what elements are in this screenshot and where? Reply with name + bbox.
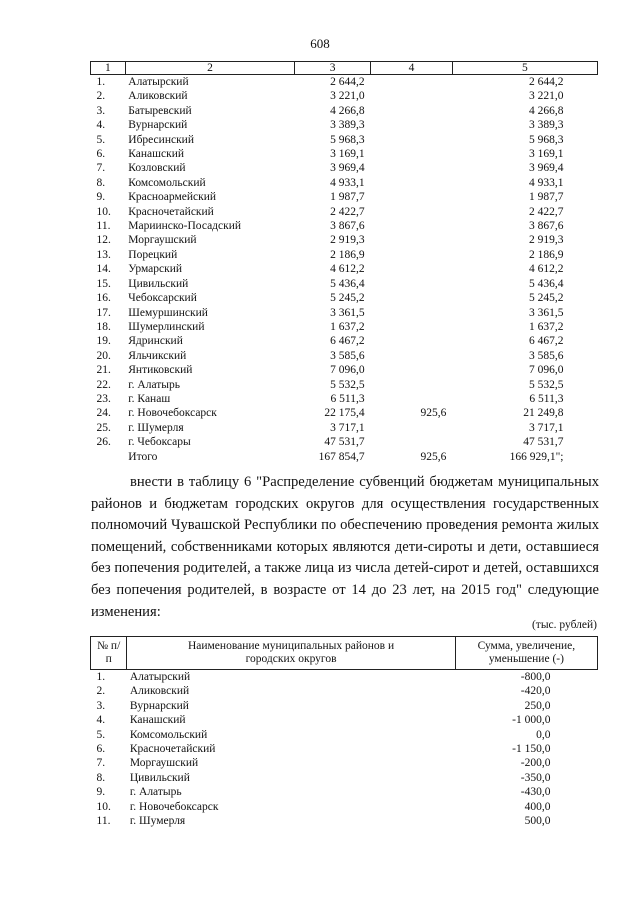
table-row bbox=[91, 363, 598, 377]
table-cell bbox=[371, 219, 453, 233]
table-row bbox=[91, 435, 598, 449]
table-cell bbox=[91, 450, 126, 464]
table-cell: 20. bbox=[96, 349, 111, 362]
table-cell: 5 532,5 bbox=[529, 378, 564, 391]
table-cell: 5 532,5 bbox=[330, 378, 365, 391]
table-cell: 3 585,6 bbox=[529, 349, 564, 362]
table-cell: Вурнарский bbox=[128, 119, 188, 132]
table-cell: 0,0 bbox=[536, 728, 551, 741]
table-cell: 4. bbox=[96, 119, 106, 132]
subsidy-table-1 bbox=[90, 61, 598, 464]
table-cell: 5. bbox=[96, 133, 106, 146]
table-row bbox=[91, 176, 598, 190]
table-cell: 2. bbox=[96, 685, 106, 698]
table-cell: 24. bbox=[96, 407, 111, 420]
table-row bbox=[91, 742, 598, 756]
table-row bbox=[91, 684, 598, 698]
table-row bbox=[91, 406, 598, 420]
header-col-2: 2 bbox=[125, 62, 294, 75]
table-cell: 5 245,2 bbox=[529, 292, 564, 305]
table-cell bbox=[371, 349, 453, 363]
table-cell: 25. bbox=[96, 421, 111, 434]
table-cell: 6 511,3 bbox=[330, 392, 365, 405]
table-cell bbox=[371, 334, 453, 348]
table-cell: 1 987,7 bbox=[330, 191, 365, 204]
table-cell: Ибресинский bbox=[128, 133, 194, 146]
table-cell: -350,0 bbox=[520, 771, 551, 784]
table-cell: 19. bbox=[96, 335, 111, 348]
table-cell: 11. bbox=[96, 815, 111, 828]
table-cell: Канашский bbox=[128, 148, 185, 161]
table-cell: 11. bbox=[96, 220, 111, 233]
table-cell: 47 531,7 bbox=[324, 436, 365, 449]
table-row bbox=[91, 334, 598, 348]
table-cell: Урмарский bbox=[128, 263, 183, 276]
table-cell: Яльчикский bbox=[128, 349, 187, 362]
table-cell bbox=[371, 262, 453, 276]
table-cell: Янтиковский bbox=[128, 364, 193, 377]
table-cell bbox=[371, 176, 453, 190]
table-cell: 7. bbox=[96, 162, 106, 175]
table-cell: 3 969,4 bbox=[330, 162, 365, 175]
table2-body bbox=[91, 670, 598, 829]
table-cell: г. Шумерля bbox=[128, 421, 184, 434]
table-cell: 3. bbox=[96, 104, 106, 117]
header-name: Наименование муниципальных районов и городских округов bbox=[127, 637, 455, 670]
table-cell: -200,0 bbox=[520, 757, 551, 770]
table-cell: Комсомольский bbox=[128, 176, 206, 189]
table-cell: 4 266,8 bbox=[529, 104, 564, 117]
table-cell: 10. bbox=[96, 205, 111, 218]
table-cell bbox=[371, 320, 453, 334]
table-cell: 2 186,9 bbox=[529, 248, 564, 261]
table-cell: Алатырский bbox=[129, 671, 191, 683]
table-cell: 9. bbox=[96, 786, 106, 799]
table-row bbox=[91, 75, 598, 90]
table-cell: 2 644,2 bbox=[529, 76, 564, 88]
table-row bbox=[91, 785, 598, 799]
table-cell: Цивильский bbox=[128, 277, 189, 290]
table-cell: 3 969,4 bbox=[529, 162, 564, 175]
table-cell: Аликовский bbox=[129, 685, 190, 698]
table-cell bbox=[371, 363, 453, 377]
table-row bbox=[91, 104, 598, 118]
table-cell bbox=[371, 75, 453, 90]
table-cell: Комсомольский bbox=[129, 728, 208, 741]
table-cell: г. Алатырь bbox=[129, 786, 182, 799]
table-cell: 5 245,2 bbox=[330, 292, 365, 305]
table-cell: 8. bbox=[96, 176, 106, 189]
table-row bbox=[91, 190, 598, 204]
table-cell: Красночетайский bbox=[129, 743, 216, 756]
table-cell: 10. bbox=[96, 800, 111, 813]
table-cell bbox=[371, 205, 453, 219]
table-cell: г. Новочебоксарск bbox=[128, 407, 217, 420]
table-cell: 2. bbox=[96, 90, 106, 103]
table-cell: Шемуршинский bbox=[128, 306, 208, 319]
table-cell: 4 612,2 bbox=[330, 263, 365, 276]
table-cell bbox=[371, 133, 453, 147]
table-header-row bbox=[91, 637, 598, 670]
table-cell: 3 361,5 bbox=[330, 306, 365, 319]
table-cell: 1. bbox=[96, 76, 106, 88]
table-row bbox=[91, 89, 598, 103]
table-cell: 16. bbox=[96, 292, 111, 305]
table-cell: 3 169,1 bbox=[330, 148, 365, 161]
table-cell bbox=[371, 147, 453, 161]
table-cell: 23. bbox=[96, 392, 111, 405]
table-row bbox=[91, 450, 598, 464]
table-cell: Канашский bbox=[129, 714, 186, 727]
table-cell: 3 867,6 bbox=[529, 220, 564, 233]
table-cell: 3 221,0 bbox=[330, 90, 365, 103]
table-cell: 250,0 bbox=[524, 699, 551, 712]
table-cell: г. Новочебоксарск bbox=[129, 800, 219, 813]
table-cell: 21. bbox=[96, 364, 111, 377]
table-row bbox=[91, 421, 598, 435]
table-row bbox=[91, 306, 598, 320]
table-cell bbox=[371, 421, 453, 435]
table-cell: 5 436,4 bbox=[529, 277, 564, 290]
table-cell: 4 266,8 bbox=[330, 104, 365, 117]
table-cell: 7 096,0 bbox=[330, 364, 365, 377]
table-cell: Моргаушский bbox=[129, 757, 199, 770]
table-row bbox=[91, 349, 598, 363]
table-cell: Алатырский bbox=[128, 76, 189, 88]
table-row bbox=[91, 291, 598, 305]
table-cell: 3. bbox=[96, 699, 106, 712]
table-cell: 166 929,1"; bbox=[509, 450, 564, 463]
table-row bbox=[91, 248, 598, 262]
table-cell: 3 389,3 bbox=[529, 119, 564, 132]
header-sum: Сумма, увеличение, уменьшение (-) bbox=[455, 637, 597, 670]
table-cell: 925,6 bbox=[420, 450, 447, 463]
header-col-3: 3 bbox=[295, 62, 371, 75]
table-cell: 3 221,0 bbox=[529, 90, 564, 103]
table-cell: 17. bbox=[96, 306, 111, 319]
table-cell: 3 169,1 bbox=[529, 148, 564, 161]
table-cell: Шумерлинский bbox=[128, 320, 205, 333]
table-row bbox=[91, 756, 598, 770]
table-cell: 5. bbox=[96, 728, 106, 741]
table-row bbox=[91, 800, 598, 814]
table-cell: 22 175,4 bbox=[324, 407, 365, 420]
table-cell: 7. bbox=[96, 757, 106, 770]
table-cell: -800,0 bbox=[520, 671, 551, 683]
table-cell bbox=[371, 291, 453, 305]
header-number: № п/п bbox=[91, 637, 127, 670]
table-cell bbox=[371, 161, 453, 175]
table-row bbox=[91, 118, 598, 132]
table-cell: 1 637,2 bbox=[330, 320, 365, 333]
table-cell: 5 968,3 bbox=[330, 133, 365, 146]
table-cell: 9. bbox=[96, 191, 106, 204]
table-cell: 3 389,3 bbox=[330, 119, 365, 132]
table-row bbox=[91, 233, 598, 247]
page-number: 608 bbox=[310, 36, 330, 51]
table-cell: 4 933,1 bbox=[529, 176, 564, 189]
table-cell: Моргаушский bbox=[128, 234, 197, 247]
table-cell bbox=[371, 392, 453, 406]
table-cell: 7 096,0 bbox=[529, 364, 564, 377]
table-cell: 21 249,8 bbox=[523, 407, 564, 420]
table-cell: 4 933,1 bbox=[330, 176, 365, 189]
table-cell: 6 511,3 bbox=[529, 392, 564, 405]
table-cell bbox=[371, 233, 453, 247]
table-cell: 2 186,9 bbox=[330, 248, 365, 261]
table-cell: Ядринский bbox=[128, 335, 183, 348]
table-cell: 4. bbox=[96, 714, 106, 727]
table-cell: 1. bbox=[96, 671, 106, 683]
table-row bbox=[91, 320, 598, 334]
table-cell: 2 422,7 bbox=[529, 205, 564, 218]
subsidy-table-6 bbox=[90, 636, 598, 828]
table-cell: 2 422,7 bbox=[330, 205, 365, 218]
table-row bbox=[91, 277, 598, 291]
table-cell: 4 612,2 bbox=[529, 263, 564, 276]
table-cell: 925,6 bbox=[420, 407, 447, 420]
table-cell: 6. bbox=[96, 148, 106, 161]
unit-note: (тыс. рублей) bbox=[531, 619, 597, 631]
table-row bbox=[91, 147, 598, 161]
table-cell: Цивильский bbox=[129, 771, 190, 784]
header-col-5: 5 bbox=[452, 62, 597, 75]
table-row bbox=[91, 219, 598, 233]
table-cell: 2 919,3 bbox=[529, 234, 564, 247]
table-cell: 12. bbox=[96, 234, 111, 247]
table-cell bbox=[371, 104, 453, 118]
table-cell: г. Шумерля bbox=[129, 815, 186, 828]
table-cell bbox=[371, 435, 453, 449]
table-cell bbox=[371, 118, 453, 132]
amendment-paragraph bbox=[91, 472, 599, 623]
table-cell: -430,0 bbox=[520, 786, 551, 799]
table-row bbox=[91, 771, 598, 785]
table-cell bbox=[371, 89, 453, 103]
table-cell bbox=[371, 190, 453, 204]
table-cell: 18. bbox=[96, 320, 111, 333]
table-row bbox=[91, 378, 598, 392]
table-cell: 26. bbox=[96, 436, 111, 449]
table-cell: 6 467,2 bbox=[330, 335, 365, 348]
table-cell: Итого bbox=[128, 450, 158, 463]
table-cell: 1 637,2 bbox=[529, 320, 564, 333]
table-cell: 3 361,5 bbox=[529, 306, 564, 319]
table-cell: Мариинско-Посадский bbox=[128, 220, 242, 233]
table-row bbox=[91, 713, 598, 727]
table-row bbox=[91, 670, 598, 685]
table-cell: -420,0 bbox=[520, 685, 551, 698]
table-cell: Чебоксарский bbox=[128, 292, 197, 305]
table-cell: 15. bbox=[96, 277, 111, 290]
table-cell: Красноармейский bbox=[128, 191, 217, 204]
table-row bbox=[91, 699, 598, 713]
table-cell: 2 919,3 bbox=[330, 234, 365, 247]
table-cell: 2 644,2 bbox=[330, 76, 365, 88]
paragraph-text: внести в таблицу 6 "Распределение субвенций бюджетам муниципальных районов и бюджетам городских округов для осуществления государственных полномочий Чувашской Республики по обеспечению проведения ремонта жилых помещений, собственниками которых являются дети-сироты и дети, оставшиеся без попечения родителей, а также лица из числа детей-сирот и детей, оставшихся без попечения родителей, в возрасте от 14 до 23 лет, на 2015 год" следующие изменения: bbox=[91, 474, 599, 620]
table-cell: Аликовский bbox=[128, 90, 188, 103]
table-cell: г. Алатырь bbox=[128, 378, 181, 391]
table-row bbox=[91, 814, 598, 828]
table-row bbox=[91, 161, 598, 175]
table-cell: Козловский bbox=[128, 162, 186, 175]
table-cell: 22. bbox=[96, 378, 111, 391]
table1-body bbox=[91, 75, 598, 464]
table-cell: 5 968,3 bbox=[529, 133, 564, 146]
table-cell: 3 585,6 bbox=[330, 349, 365, 362]
table-cell: 8. bbox=[96, 771, 106, 784]
table-cell: -1 150,0 bbox=[512, 743, 551, 756]
table-row bbox=[91, 728, 598, 742]
table-cell: 3 867,6 bbox=[330, 220, 365, 233]
table-cell bbox=[371, 306, 453, 320]
table-cell: -1 000,0 bbox=[512, 714, 551, 727]
table-cell: 14. bbox=[96, 263, 111, 276]
table-cell: 400,0 bbox=[524, 800, 551, 813]
table-cell: 500,0 bbox=[524, 815, 551, 828]
table-row bbox=[91, 205, 598, 219]
table-cell: 3 717,1 bbox=[330, 421, 365, 434]
table-cell: 47 531,7 bbox=[523, 436, 564, 449]
table-row bbox=[91, 392, 598, 406]
table-cell: 167 854,7 bbox=[318, 450, 365, 463]
header-col-4: 4 bbox=[371, 62, 453, 75]
table-cell bbox=[371, 277, 453, 291]
table-cell: Вурнарский bbox=[129, 699, 189, 712]
header-col-1: 1 bbox=[91, 62, 126, 75]
table-cell: г. Канаш bbox=[128, 392, 171, 405]
table-header-row bbox=[91, 62, 598, 75]
table-row bbox=[91, 133, 598, 147]
table-cell: Порецкий bbox=[128, 248, 178, 261]
table-cell: 6. bbox=[96, 743, 106, 756]
table-cell: г. Чебоксары bbox=[128, 436, 191, 449]
table-cell: Красночетайский bbox=[128, 205, 214, 218]
table-cell: 1 987,7 bbox=[529, 191, 564, 204]
table-row bbox=[91, 262, 598, 276]
table-cell: 6 467,2 bbox=[529, 335, 564, 348]
table-cell: 3 717,1 bbox=[529, 421, 564, 434]
table-cell: 5 436,4 bbox=[330, 277, 365, 290]
table-cell: 13. bbox=[96, 248, 111, 261]
table-cell bbox=[371, 248, 453, 262]
table-cell: Батыревский bbox=[128, 104, 192, 117]
table-cell bbox=[371, 378, 453, 392]
